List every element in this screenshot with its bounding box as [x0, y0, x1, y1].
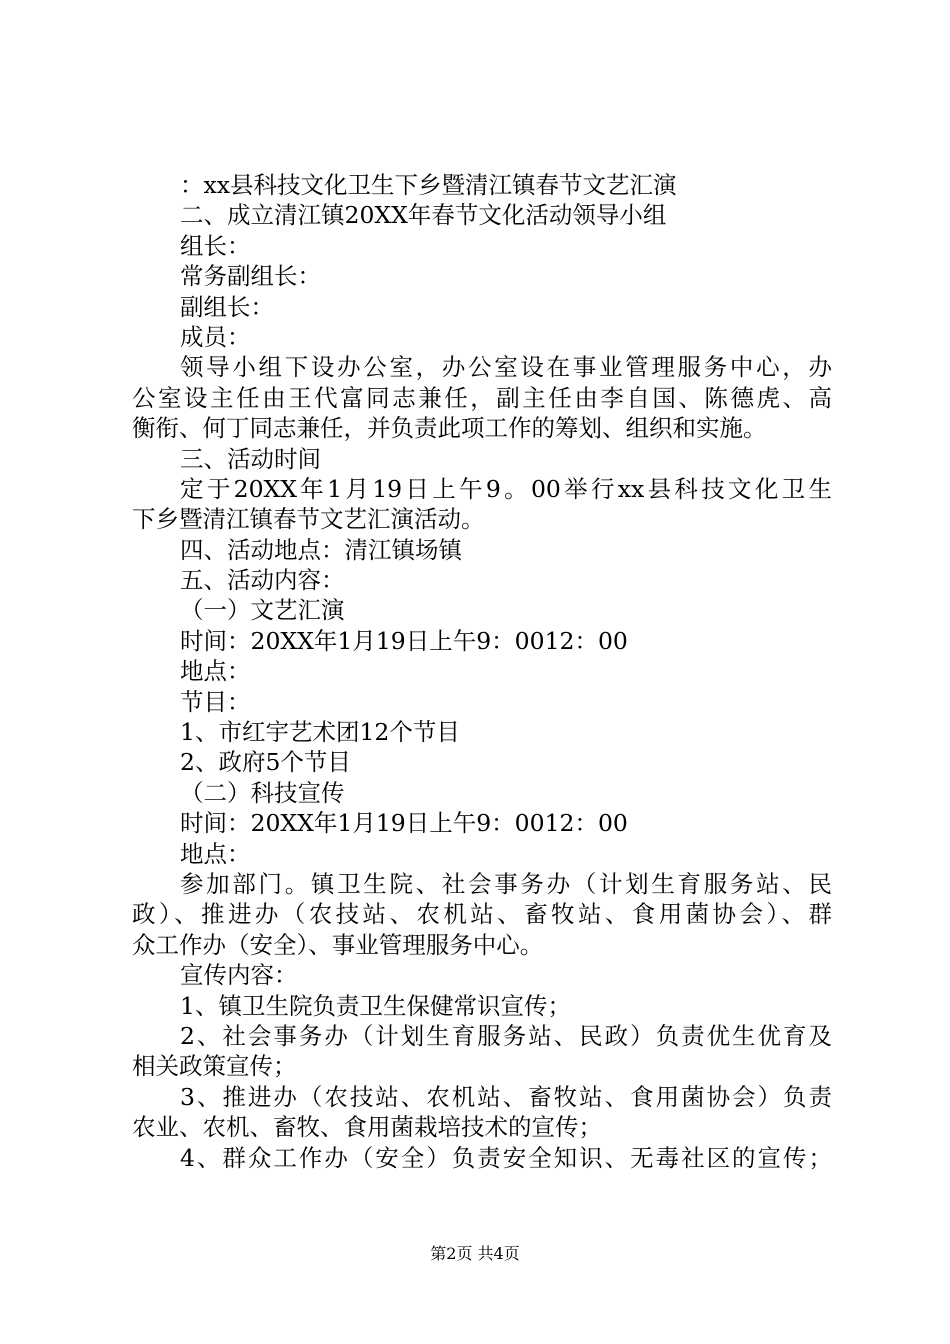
- text-line: 下乡暨清江镇春节文艺汇演活动。: [132, 505, 485, 534]
- text-line: 副组长：: [180, 292, 274, 321]
- text-line: ：xx县科技文化卫生下乡暨清江镇春节文艺汇演: [180, 171, 677, 199]
- text-line: 2、政府5个节目: [180, 748, 351, 777]
- text-line: 五、活动内容：: [180, 566, 345, 595]
- text-line: 四、活动地点：清江镇场镇: [180, 535, 462, 564]
- text-line: 时间：20XX年1月19日上午9：0012：00: [180, 626, 628, 655]
- text-line: 领导小组下设办公室，办公室设在事业管理服务中心，办: [180, 353, 832, 382]
- text-line: 1、市红宇艺术团12个节目: [180, 718, 460, 747]
- text-line: 4、群众工作办（安全）负责安全知识、无毒社区的宣传；: [180, 1143, 832, 1172]
- text-line: 衡衔、何丁同志兼任，并负责此项工作的筹划、组织和实施。: [132, 414, 767, 443]
- text-line: 成员：: [180, 322, 251, 351]
- text-line: 地点：: [180, 657, 251, 686]
- text-line: 3、推进办（农技站、农机站、畜牧站、食用菌协会）负责: [180, 1082, 832, 1111]
- text-line: 二、成立清江镇20XX年春节文化活动领导小组: [180, 201, 667, 230]
- text-line: 参加部门。镇卫生院、社会事务办（计划生育服务站、民: [180, 869, 832, 898]
- text-line: 地点：: [180, 839, 251, 868]
- text-line: 节目：: [180, 687, 251, 716]
- text-line: 农业、农机、畜牧、食用菌栽培技术的宣传；: [132, 1113, 602, 1142]
- text-line: 政）、推进办（农技站、农机站、畜牧站、食用菌协会）、群: [132, 900, 832, 929]
- page-footer: [0, 1243, 950, 1265]
- text-line: 1、镇卫生院负责卫生保健常识宣传；: [180, 991, 571, 1020]
- text-line: 相关政策宣传；: [132, 1052, 297, 1081]
- text-line: 常务副组长：: [180, 262, 321, 291]
- text-line: 众工作办（安全）、事业管理服务中心。: [132, 930, 544, 959]
- text-line: 2、社会事务办（计划生育服务站、民政）负责优生优育及: [180, 1021, 832, 1050]
- text-line: 公室设主任由王代富同志兼任，副主任由李自国、陈德虎、高: [132, 383, 832, 412]
- page-number: 第2页 共4页: [430, 1244, 520, 1263]
- text-line: 组长：: [180, 231, 251, 260]
- text-line: 定于20XX年1月19日上午9。00举行xx县科技文化卫生: [180, 474, 832, 503]
- text-line: （二）科技宣传: [180, 778, 345, 807]
- text-line: （一）文艺汇演: [180, 596, 345, 625]
- document-body: [0, 170, 950, 1173]
- text-line: 三、活动时间: [180, 444, 321, 473]
- text-line: 时间：20XX年1月19日上午9：0012：00: [180, 809, 628, 838]
- text-line: 宣传内容：: [180, 961, 298, 990]
